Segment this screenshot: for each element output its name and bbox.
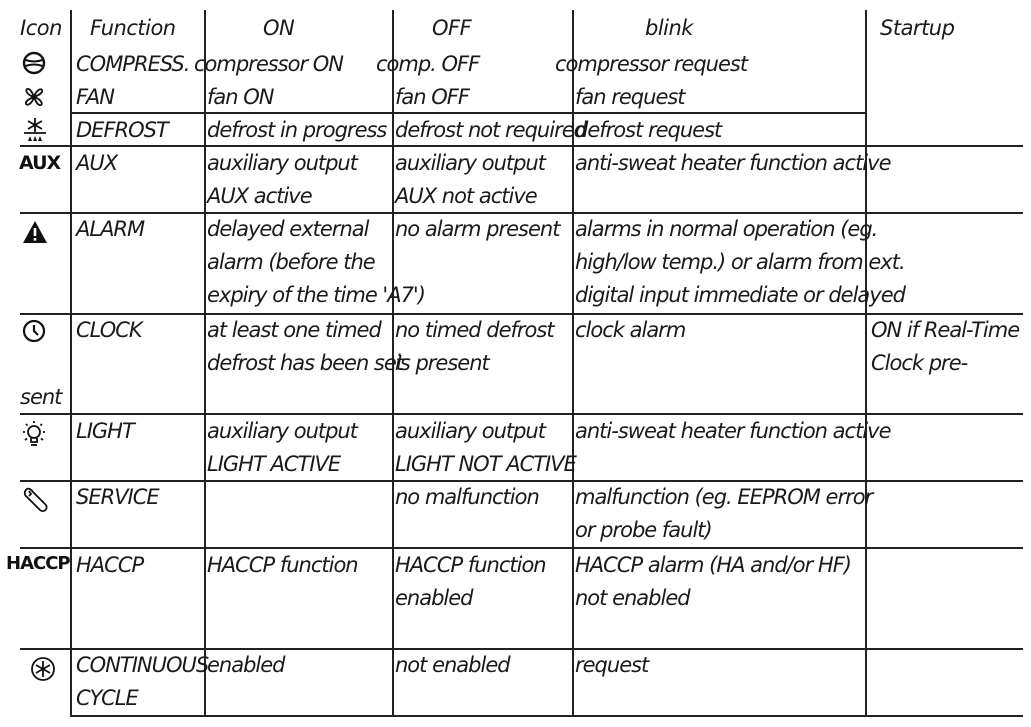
off-cell: no timed defrost is present <box>395 318 554 375</box>
aux-icon: AUX <box>19 152 61 174</box>
blink-cell: fan request <box>575 85 685 109</box>
startup-overflow: sent <box>20 385 62 409</box>
function-cell: AUX <box>76 151 118 175</box>
on-cell: delayed external alarm (before the expiry of the time 'A7') <box>207 217 425 307</box>
blink-cell: request <box>575 653 649 677</box>
off-cell: no alarm present <box>395 217 560 241</box>
column-divider <box>70 10 72 715</box>
function-cell: FAN <box>76 85 114 109</box>
on-cell: at least one timed defrost has been set <box>207 318 404 375</box>
service-icon <box>20 484 50 514</box>
blink-cell: HACCP alarm (HA and/or HF) not enabled <box>575 553 851 610</box>
function-cell: CONTINUOUS CYCLE <box>76 653 209 710</box>
off-cell: fan OFF <box>395 85 469 109</box>
off-cell: not enabled <box>395 653 510 677</box>
blink-cell: alarms in normal operation (eg. high/low temp.) or alarm from ext. digital input immediate or delayed <box>575 217 905 307</box>
header-function: Function <box>90 16 176 40</box>
off-cell: no malfunction <box>395 485 539 509</box>
header-blink: blink <box>645 16 693 40</box>
blink-cell: malfunction (eg. EEPROM error or probe fault) <box>575 485 873 542</box>
function-cell: CLOCK <box>76 318 142 342</box>
column-divider <box>204 10 206 715</box>
function-cell: COMPRESS. <box>76 52 190 76</box>
fan-icon <box>21 84 47 110</box>
function-cell: LIGHT <box>76 419 134 443</box>
header-off: OFF <box>432 16 472 40</box>
off-cell: comp. OFF <box>376 52 480 76</box>
header-startup: Startup <box>880 16 955 40</box>
function-cell: SERVICE <box>76 485 159 509</box>
on-cell: auxiliary output AUX active <box>207 151 357 208</box>
header-icon: Icon <box>20 16 62 40</box>
header-on: ON <box>263 16 295 40</box>
blink-cell: anti-sweat heater function active <box>575 419 891 443</box>
off-cell: auxiliary output LIGHT NOT ACTIVE <box>395 419 576 476</box>
on-cell: compressor ON <box>194 52 344 76</box>
compressor-icon <box>21 50 47 76</box>
row-divider <box>70 715 1023 717</box>
function-cell: DEFROST <box>76 118 168 142</box>
on-cell: fan ON <box>207 85 274 109</box>
blink-cell: compressor request <box>555 52 748 76</box>
off-cell: defrost not required <box>395 118 586 142</box>
column-divider <box>865 10 867 715</box>
startup-cell: ON if Real-Time Clock pre- <box>871 318 1020 375</box>
blink-cell: anti-sweat heater function active <box>575 151 891 175</box>
blink-cell: clock alarm <box>575 318 686 342</box>
alarm-icon <box>21 218 49 246</box>
function-cell: ALARM <box>76 217 145 241</box>
light-icon <box>18 418 50 450</box>
function-cell: HACCP <box>76 553 144 577</box>
haccp-icon: HACCP <box>6 553 70 574</box>
on-cell: enabled <box>207 653 285 677</box>
off-cell: auxiliary output AUX not active <box>395 151 545 208</box>
clock-icon <box>21 318 47 344</box>
continuous-cycle-icon <box>28 654 58 684</box>
on-cell: defrost in progress <box>207 118 387 142</box>
off-cell: HACCP function enabled <box>395 553 546 610</box>
blink-cell: defrost request <box>575 118 722 142</box>
on-cell: HACCP function <box>207 553 358 577</box>
on-cell: auxiliary output LIGHT ACTIVE <box>207 419 357 476</box>
defrost-icon <box>21 116 49 144</box>
